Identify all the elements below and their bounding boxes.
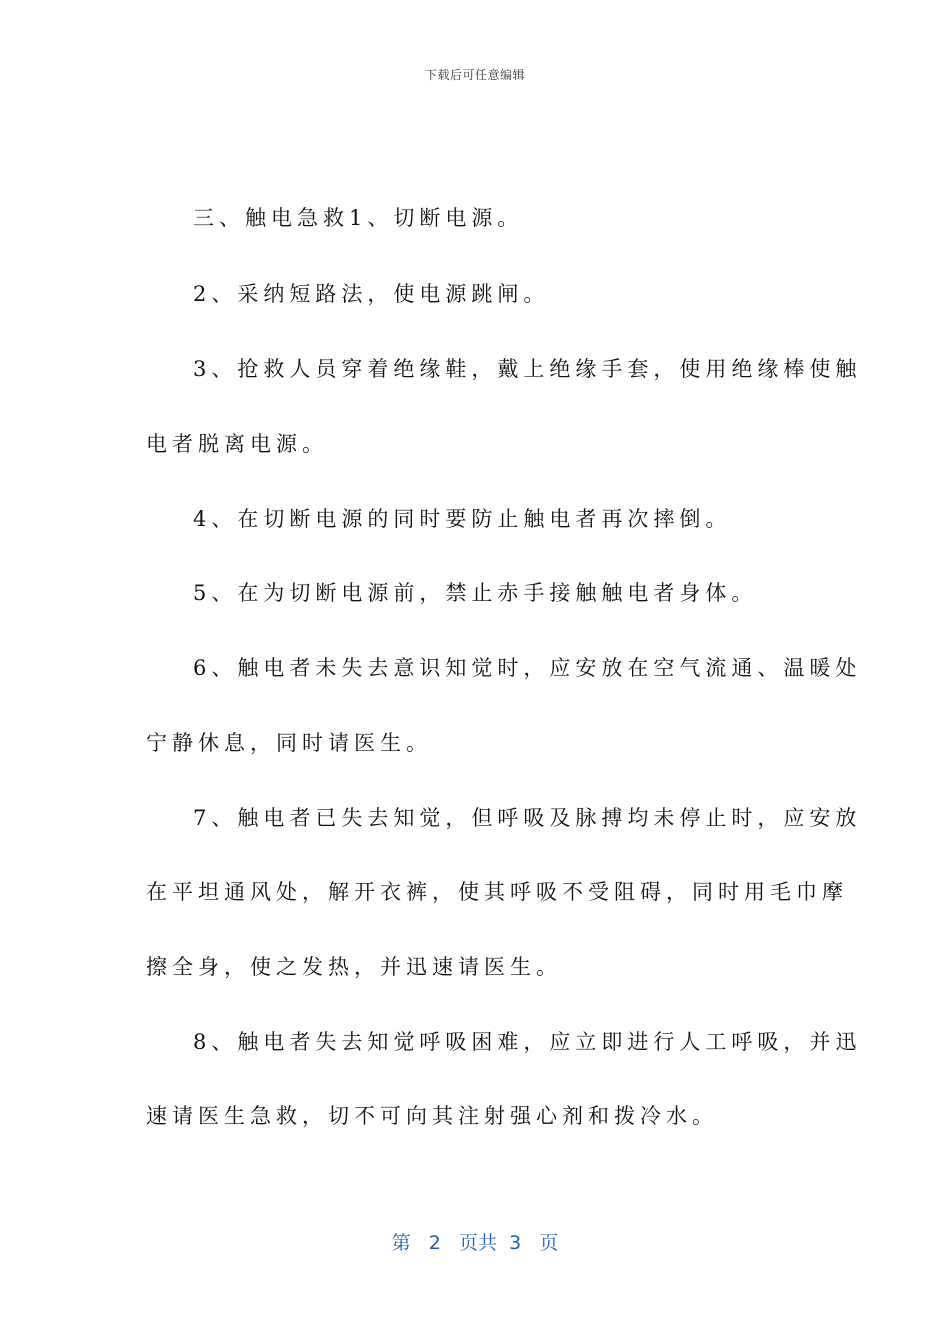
footer-current-page: 2	[428, 1232, 441, 1254]
paragraph-line: 电者脱离电源。	[146, 432, 328, 456]
paragraph-line: 5、在为切断电源前，禁止赤手接触触电者身体。	[193, 581, 758, 605]
header-note: 下载后可任意编辑	[424, 68, 525, 82]
paragraph-line: 擦全身，使之发热，并迅速请医生。	[146, 955, 562, 979]
paragraph-line: 6、触电者未失去意识知觉时，应安放在空气流通、温暖处	[193, 656, 862, 680]
paragraph-line: 三、触电急救1、切断电源。	[193, 206, 524, 230]
footer-suffix: 页	[539, 1232, 559, 1254]
paragraph-line: 在平坦通风处，解开衣裤，使其呼吸不受阻碍，同时用毛巾摩	[146, 880, 848, 904]
paragraph-line: 2、采纳短路法，使电源跳闸。	[193, 282, 550, 306]
footer-total-pages: 3	[509, 1232, 522, 1254]
footer-middle: 页共	[459, 1232, 498, 1254]
footer-prefix: 第	[391, 1232, 411, 1254]
page-number-footer	[0, 1228, 950, 1255]
paragraph-line: 4、在切断电源的同时要防止触电者再次摔倒。	[193, 507, 732, 531]
paragraph-line: 宁静休息，同时请医生。	[146, 731, 432, 755]
paragraph-line: 速请医生急救，切不可向其注射强心剂和拨冷水。	[146, 1104, 718, 1128]
paragraph-line: 3、抢救人员穿着绝缘鞋，戴上绝缘手套，使用绝缘棒使触	[193, 357, 862, 381]
paragraph-line: 8、触电者失去知觉呼吸困难，应立即进行人工呼吸，并迅	[193, 1030, 862, 1054]
paragraph-line: 7、触电者已失去知觉，但呼吸及脉搏均未停止时，应安放	[193, 806, 862, 830]
